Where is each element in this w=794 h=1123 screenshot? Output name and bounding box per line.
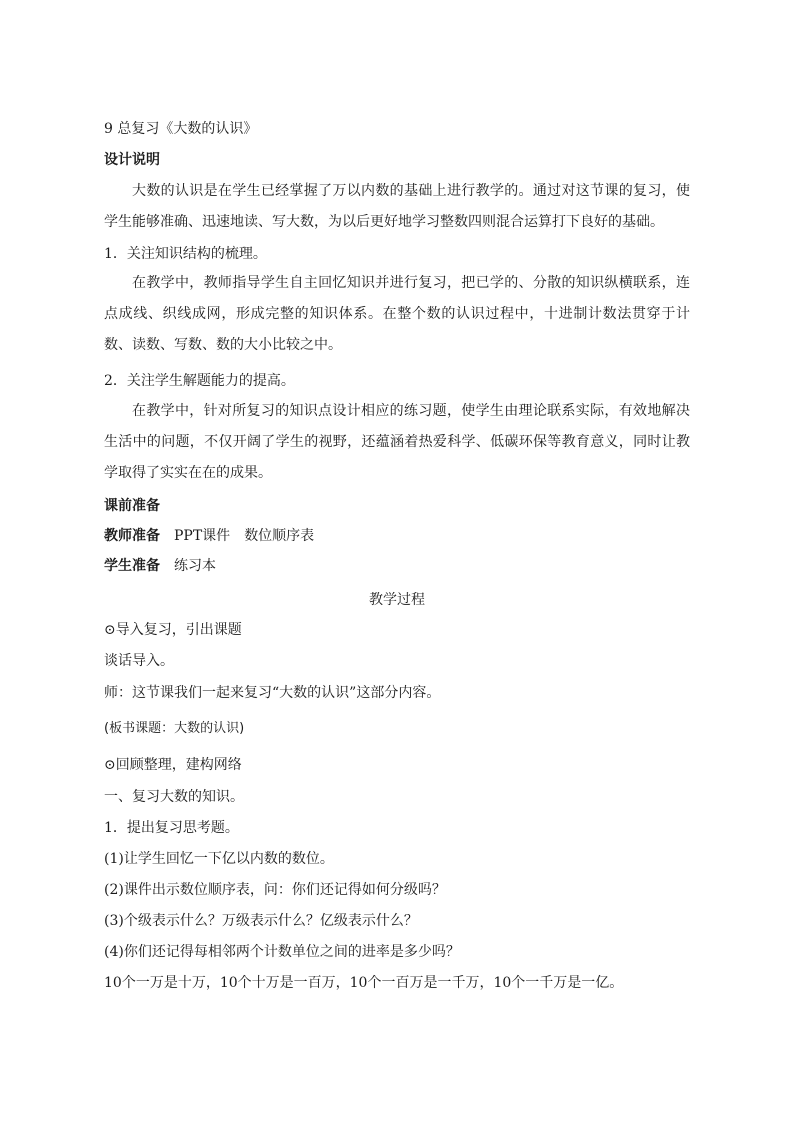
student-prep-item1: 练习本	[174, 558, 216, 574]
point2-paragraph: 在教学中，针对所复习的知识点设计相应的练习题，使学生由理论联系实际，有效地解决生活中的问题，不仅开阔了学生的视野，还蕴涵着热爱科学、低碳环保等教育意义，同时让教学取得了实实在在的成果。	[104, 403, 690, 481]
design-heading: 设计说明	[104, 152, 160, 168]
question-1: (1)让学生回忆一下亿以内数的数位。	[104, 851, 334, 867]
question-2: (2)课件出示数位顺序表，问：你们还记得如何分级吗？	[104, 882, 446, 898]
prep-heading: 课前准备	[104, 498, 160, 514]
process-heading: 教学过程	[369, 592, 425, 608]
board-note: (板书课题：大数的认识)	[104, 721, 245, 736]
answer-line: 10个一万是十万，10个十万是一百万，10个一百万是一千万，10个一千万是一亿。	[104, 975, 624, 991]
student-prep-label: 学生准备	[104, 558, 160, 574]
intro-paragraph: 大数的认识是在学生已经掌握了万以内数的基础上进行教学的。通过对这节课的复习，使学生能够准确、迅速地读、写大数，为以后更好地学习整数四则混合运算打下良好的基础。	[104, 183, 690, 230]
student-prep-line	[104, 556, 690, 576]
section1-heading: ⊙导入复习，引出课题	[104, 622, 242, 638]
talk-intro: 谈话导入。	[104, 653, 174, 669]
question-item: 1．提出复习思考题。	[104, 820, 239, 836]
teacher-prep-item1: PPT课件	[174, 528, 231, 544]
teacher-prep-line	[104, 526, 690, 546]
question-4: (4)你们还记得每相邻两个计数单位之间的进率是多少吗？	[104, 944, 460, 960]
lesson-title: 9 总复习《大数的认识》	[104, 121, 258, 137]
question-3: (3)个级表示什么？万级表示什么？亿级表示什么？	[104, 913, 418, 929]
teacher-prep-label: 教师准备	[104, 528, 160, 544]
teacher-line: 师：这节课我们一起来复习“大数的认识”这部分内容。	[104, 685, 441, 701]
teacher-prep-item2: 数位顺序表	[244, 528, 315, 544]
point1-heading: 1．关注知识结构的梳理。	[104, 246, 267, 262]
point1-paragraph: 在教学中，教师指导学生自主回忆知识并进行复习，把已学的、分散的知识纵横联系，连点成线、织线成网，形成完整的知识体系。在整个数的认识过程中，十进制计数法贯穿于计数、读数、写数、数的大小比较之中。	[104, 275, 690, 353]
review-item: 一、复习大数的知识。	[104, 789, 244, 805]
section2-heading: ⊙回顾整理，建构网络	[104, 757, 242, 773]
point2-heading: 2．关注学生解题能力的提高。	[104, 373, 295, 389]
